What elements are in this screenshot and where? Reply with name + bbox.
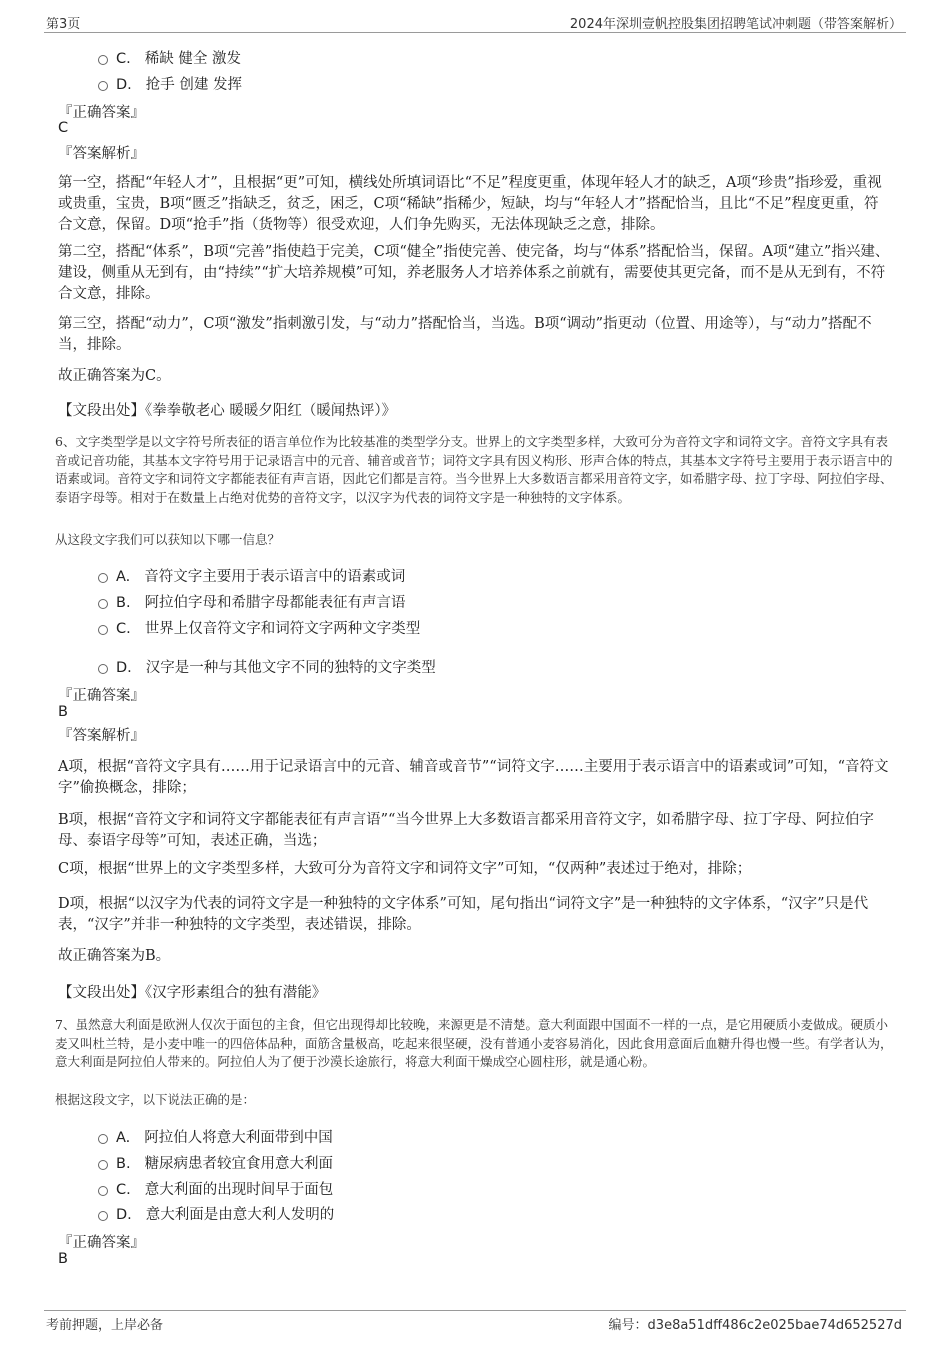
q5-analysis-3: 第三空，搭配“动力”，C项“激发”指刺激引发，与“动力”搭配恰当，当选。B项“调动”指更动（位置、用途等），与“动力”搭配不当，排除。 bbox=[58, 316, 872, 353]
radio-icon[interactable] bbox=[98, 573, 108, 583]
radio-icon[interactable] bbox=[98, 1211, 108, 1221]
q5-analysis-1: 第一空，搭配“年轻人才”，且根据“更”可知，横线处所填词语比“不足”程度更重，体现年轻人才的缺乏，A项“珍贵”指珍爱，重视或贵重，宝贵，B项“匮乏”指缺乏，贫乏，困乏，C项“稀缺”指稀少，短缺，均与“年轻人才”搭配恰当，且比“不足”程度更重，符合文意，保留。D项“抢手”指（货物等）很受欢迎，人们争先购买，无法体现缺乏之意，排除。 bbox=[58, 175, 882, 233]
code-label: 编号： bbox=[608, 1318, 648, 1333]
q7-option-d[interactable]: D. 意大利面是由意大利人发明的 bbox=[98, 1203, 334, 1224]
radio-icon[interactable] bbox=[98, 599, 108, 609]
q5-option-d[interactable]: D. 抢手 创建 发挥 bbox=[98, 73, 242, 94]
q6-analysis-conclusion: 故正确答案为B。 bbox=[58, 948, 171, 964]
q7-passage: 7、虽然意大利面是欧洲人仅次于面包的主食，但它出现得却比较晚，来源更是不清楚。意大利面跟中国面不一样的一点，是它用硬质小麦做成。硬质小麦又叫杜兰特，是小麦中唯一的四倍体品种，面筋含量极高，吃起来很坚硬，没有普通小麦容易消化，因此食用意面后血糖升得也慢一些。有学者认为，意大利面是阿拉伯人带来的。阿拉伯人为了便于沙漠长途旅行，将意大利面干燥成空心圆柱形，就是通心粉。 bbox=[55, 1017, 893, 1069]
q7-answer-label: 『正确答案』 bbox=[58, 1235, 145, 1251]
radio-icon[interactable] bbox=[98, 55, 108, 65]
radio-icon[interactable] bbox=[98, 664, 108, 674]
q6-source: 【文段出处】《汉字形素组合的独有潜能》 bbox=[58, 985, 327, 1001]
q6-option-a[interactable]: A. 音符文字主要用于表示语言中的语素或词 bbox=[98, 565, 405, 586]
q7-question: 根据这段文字，以下说法正确的是： bbox=[55, 1092, 256, 1107]
document-title: 2024年深圳壹帆控股集团招聘笔试冲刺题（带答案解析） bbox=[569, 17, 902, 32]
q6-analysis-b: B项，根据“音符文字和词符文字都能表征有声言语”“当今世界上大多数语言都采用音符文字，如希腊字母、拉丁字母、阿拉伯字母、泰语字母等”可知，表述正确，当选； bbox=[58, 812, 874, 849]
q6-analysis-c: C项，根据“世界上的文字类型多样，大致可分为音符文字和词符文字”可知，“仅两种”表述过于绝对，排除； bbox=[58, 861, 752, 877]
footer-slogan: 考前押题，上岸必备 bbox=[46, 1318, 164, 1333]
q5-answer: C bbox=[58, 120, 69, 136]
q5-answer-label: 『正确答案』 bbox=[58, 105, 145, 121]
q6-answer-label: 『正确答案』 bbox=[58, 688, 145, 704]
q5-analysis-2: 第二空，搭配“体系”，B项“完善”指使趋于完美，C项“健全”指使完善、使完备，均与“体系”搭配恰当，保留。A项“建立”指兴建、建设，侧重从无到有，由“持续”“扩大培养规模”可知，养老服务人才培养体系之前就有，需要使其更完备，而不是从无到有，不符合文意，排除。 bbox=[58, 244, 890, 302]
page-footer bbox=[44, 1310, 906, 1335]
q5-analysis-4: 故正确答案为C。 bbox=[58, 368, 171, 384]
q5-option-c[interactable]: C. 稀缺 健全 激发 bbox=[98, 47, 241, 68]
q5-source: 【文段出处】《拳拳敬老心 暖暖夕阳红（暖闻热评）》 bbox=[58, 403, 397, 419]
q6-analysis-a: A项，根据“音符文字具有……用于记录语言中的元音、辅音或音节”“词符文字……主要用于表示语言中的语素或词”可知，“音符文字”偷换概念，排除； bbox=[58, 759, 889, 796]
radio-icon[interactable] bbox=[98, 1186, 108, 1196]
radio-icon[interactable] bbox=[98, 1134, 108, 1144]
document-code bbox=[609, 1314, 902, 1333]
radio-icon[interactable] bbox=[98, 625, 108, 635]
q6-passage: 6、文字类型学是以文字符号所表征的语言单位作为比较基准的类型学分支。世界上的文字类型多样，大致可分为音符文字和词符文字。音符文字具有表音或记音功能，其基本文字符号用于记录语言中的元音、辅音或音节；词符文字具有因义构形、形声合体的特点，其基本文字符号主要用于表示语言中的语素或词。音符文字和词符文字都能表征有声言语，因此它们都是言符。当今世界上大多数语言都采用音符文字，如希腊字母、拉丁字母、阿拉伯字母、泰语字母等。相对于在数量上占绝对优势的音符文字，以汉字为代表的词符文字是一种独特的文字体系。 bbox=[55, 434, 893, 505]
page-number: 第3页 bbox=[46, 17, 81, 32]
q6-analysis-d: D项，根据“以汉字为代表的词符文字是一种独特的文字体系”可知，尾句指出“词符文字”是一种独特的文字体系，“汉字”只是代表，“汉字”并非一种独特的文字类型，表述错误，排除。 bbox=[58, 896, 869, 933]
q6-question: 从这段文字我们可以获知以下哪一信息？ bbox=[55, 532, 281, 547]
q6-answer: B bbox=[58, 704, 68, 720]
q6-option-b[interactable]: B. 阿拉伯字母和希腊字母都能表征有声言语 bbox=[98, 591, 406, 612]
page-header bbox=[44, 10, 906, 33]
q6-option-d[interactable]: D. 汉字是一种与其他文字不同的独特的文字类型 bbox=[98, 656, 436, 677]
q7-option-c[interactable]: C. 意大利面的出现时间早于面包 bbox=[98, 1178, 333, 1199]
q6-analysis-label: 『答案解析』 bbox=[58, 728, 145, 744]
code-value: d3e8a51dff486c2e025bae74d652527d bbox=[647, 1318, 902, 1333]
q7-option-a[interactable]: A. 阿拉伯人将意大利面带到中国 bbox=[98, 1126, 333, 1147]
q7-answer: B bbox=[58, 1251, 68, 1267]
radio-icon[interactable] bbox=[98, 1160, 108, 1170]
radio-icon[interactable] bbox=[98, 81, 108, 91]
q5-analysis-label: 『答案解析』 bbox=[58, 146, 145, 162]
q7-option-b[interactable]: B. 糖尿病患者较宜食用意大利面 bbox=[98, 1152, 333, 1173]
q6-option-c[interactable]: C. 世界上仅音符文字和词符文字两种文字类型 bbox=[98, 617, 420, 638]
